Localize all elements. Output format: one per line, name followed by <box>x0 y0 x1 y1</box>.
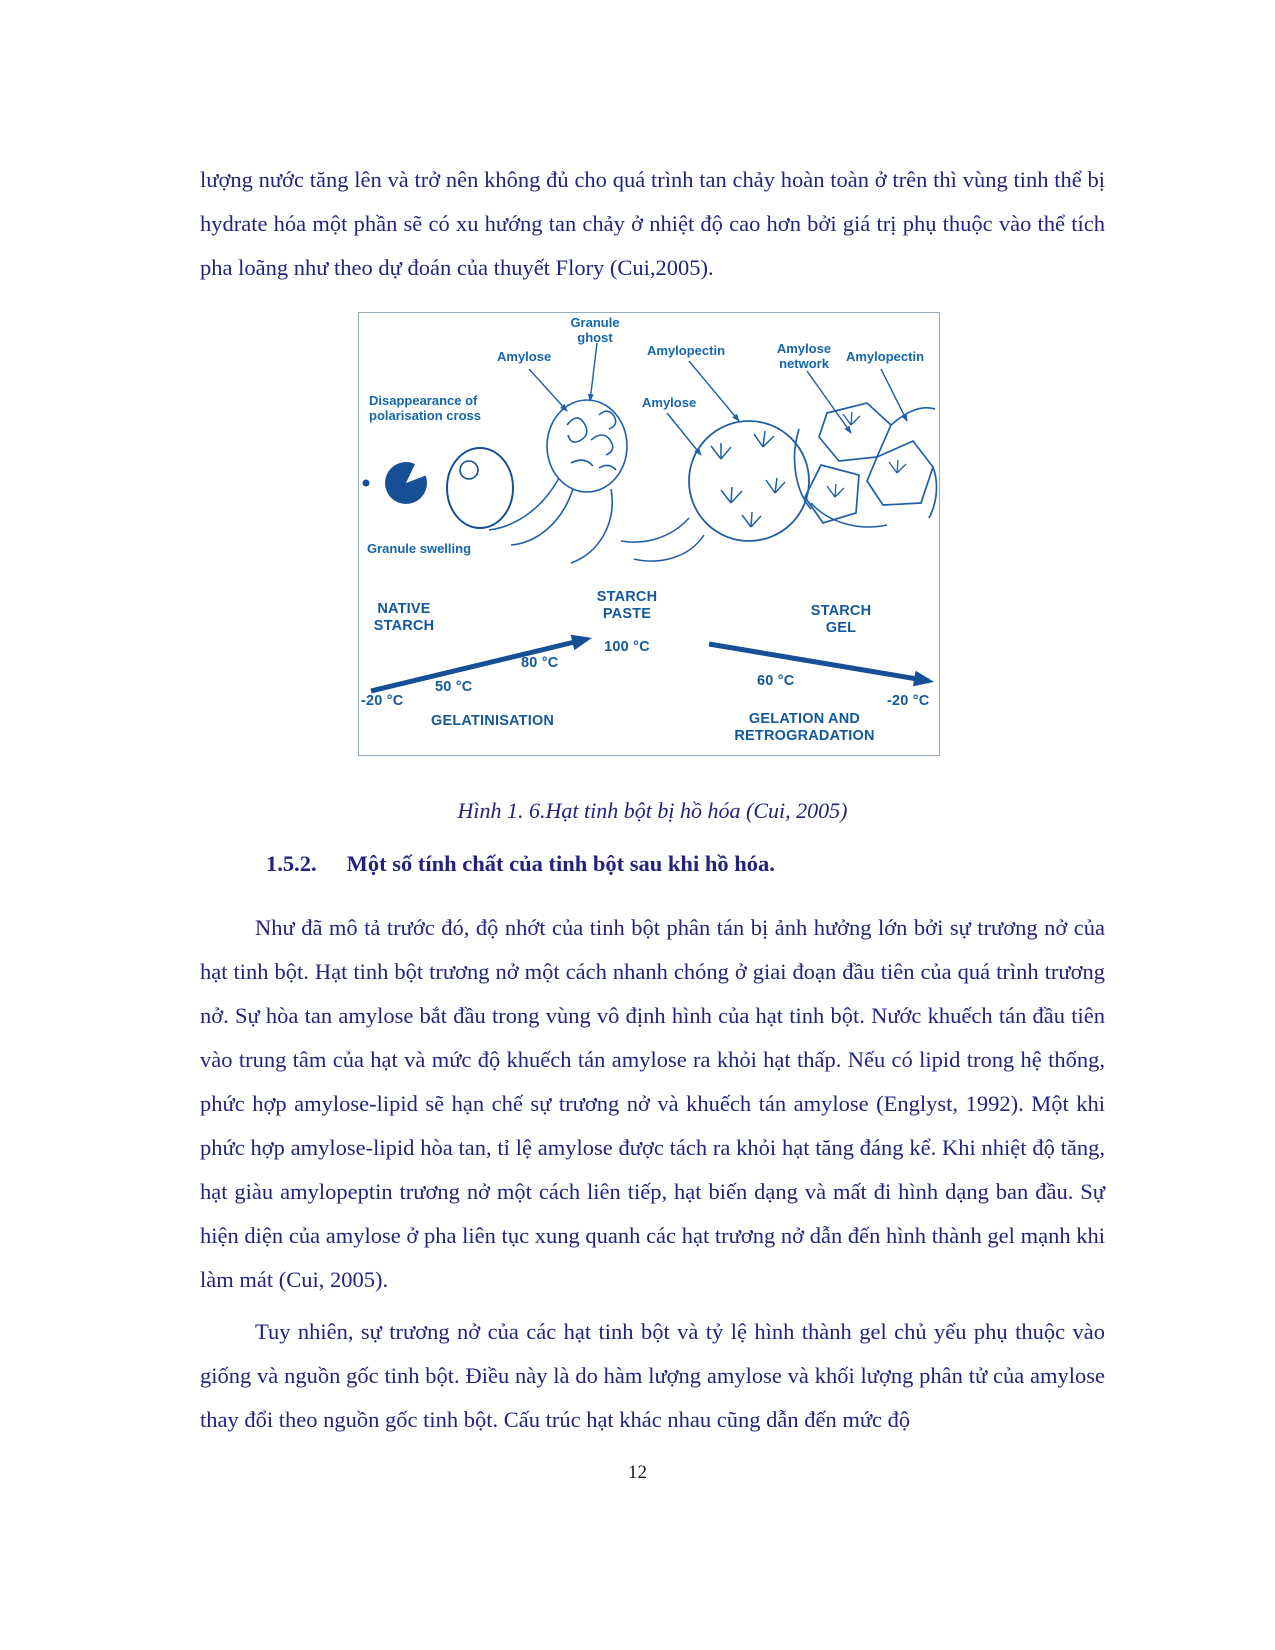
figure-label-starch-gel: STARCH GEL <box>810 603 872 637</box>
page-number: 12 <box>628 1462 647 1483</box>
paragraph-1: lượng nước tăng lên và trở nên không đủ cho quá trình tan chảy hoàn toàn ở trên thì vùng tinh thể bị hydrate hóa một phần sẽ có xu hướng tan chảy ở nhiệt độ cao hơn bởi giá trị phụ thuộc vào thể tích pha loãng như theo dự đoán của thuyết Flory (Cui,2005). <box>200 167 1105 280</box>
figure-label-temp-60: 60 °C <box>757 673 795 689</box>
figure-label-amylopectin-mid: Amylopectin <box>647 343 726 358</box>
native-granule-shape <box>385 462 427 504</box>
figure-label-native-starch: NATIVE STARCH <box>373 601 435 635</box>
gelation-arrow <box>709 644 929 681</box>
section-title: Một số tính chất của tinh bột sau khi hồ hóa. <box>346 851 775 876</box>
figure-label-starch-paste: STARCH PASTE <box>596 589 658 623</box>
section-heading <box>200 842 1105 886</box>
figure-label-temp-100: 100 °C <box>604 639 650 655</box>
figure-label-disappearance: Disappearance of polarisation cross <box>369 393 481 424</box>
paragraph-3: Tuy nhiên, sự trương nở của các hạt tinh bột và tỷ lệ hình thành gel chủ yếu phụ thuộc vào giống và nguồn gốc tinh bột. Điều này là do hàm lượng amylose và khối lượng phân tử của amylose thay đổi theo nguồn gốc tinh bột. Cấu trúc hạt khác nhau cũng dẫn đến mức độ <box>200 1319 1105 1432</box>
figure-label-amylose-network: Amylose network <box>776 341 832 372</box>
section-number: 1.5.2. <box>266 851 317 876</box>
figure-label-amylose-left: Amylose <box>497 349 552 364</box>
figure-label-gelatinisation: GELATINISATION <box>431 713 555 729</box>
figure-caption: Hình 1. 6.Hạt tinh bột bị hồ hóa (Cui, 2005) <box>457 798 848 823</box>
paste-granule-shape <box>621 421 887 561</box>
figure-label-temp-minus20-right: -20 °C <box>887 693 930 709</box>
page-content <box>200 158 1105 1442</box>
figure-label-granule-ghost: Granule ghost <box>570 315 620 346</box>
gel-network-shape <box>795 403 937 523</box>
figure-box <box>358 312 940 756</box>
figure-label-amylose-mid: Amylose <box>642 395 697 410</box>
swelling-granule-shape <box>447 448 513 528</box>
bullet-dot <box>363 480 370 487</box>
figure-label-amylopectin-right: Amylopectin <box>846 349 925 364</box>
figure-label-granule-swelling: Granule swelling <box>367 541 472 556</box>
figure-label-temp-minus20-left: -20 °C <box>361 693 404 709</box>
figure-label-gelation-retrogradation: GELATION AND RETROGRADATION <box>734 711 875 745</box>
figure-label-temp-80: 80 °C <box>521 655 559 671</box>
figure-label-temp-50: 50 °C <box>435 679 473 695</box>
granule-ghost-shape <box>489 400 627 563</box>
paragraph-2: Như đã mô tả trước đó, độ nhớt của tinh bột phân tán bị ảnh hưởng lớn bởi sự trương nở của hạt tinh bột. Hạt tinh bột trương nở một cách nhanh chóng ở giai đoạn đầu tiên của quá trình trương nở. Sự hòa tan amylose bắt đầu trong vùng vô định hình của hạt tinh bột. Nước khuếch tán đầu tiên vào trung tâm của hạt và mức độ khuếch tán amylose ra khỏi hạt thấp. Nếu có lipid trong hệ thống, phức hợp amylose-lipid sẽ hạn chế sự trương nở và khuếch tán amylose (Englyst, 1992). Một khi phức hợp amylose-lipid hòa tan, tỉ lệ amylose được tách ra khỏi hạt tăng đáng kể. Khi nhiệt độ tăng, hạt giàu amylopeptin trương nở một cách liên tiếp, hạt biến dạng và mất đi hình dạng ban đầu. Sự hiện diện của amylose ở pha liên tục xung quanh các hạt trương nở dẫn đến hình thành gel mạnh khi làm mát (Cui, 2005). <box>200 915 1105 1292</box>
